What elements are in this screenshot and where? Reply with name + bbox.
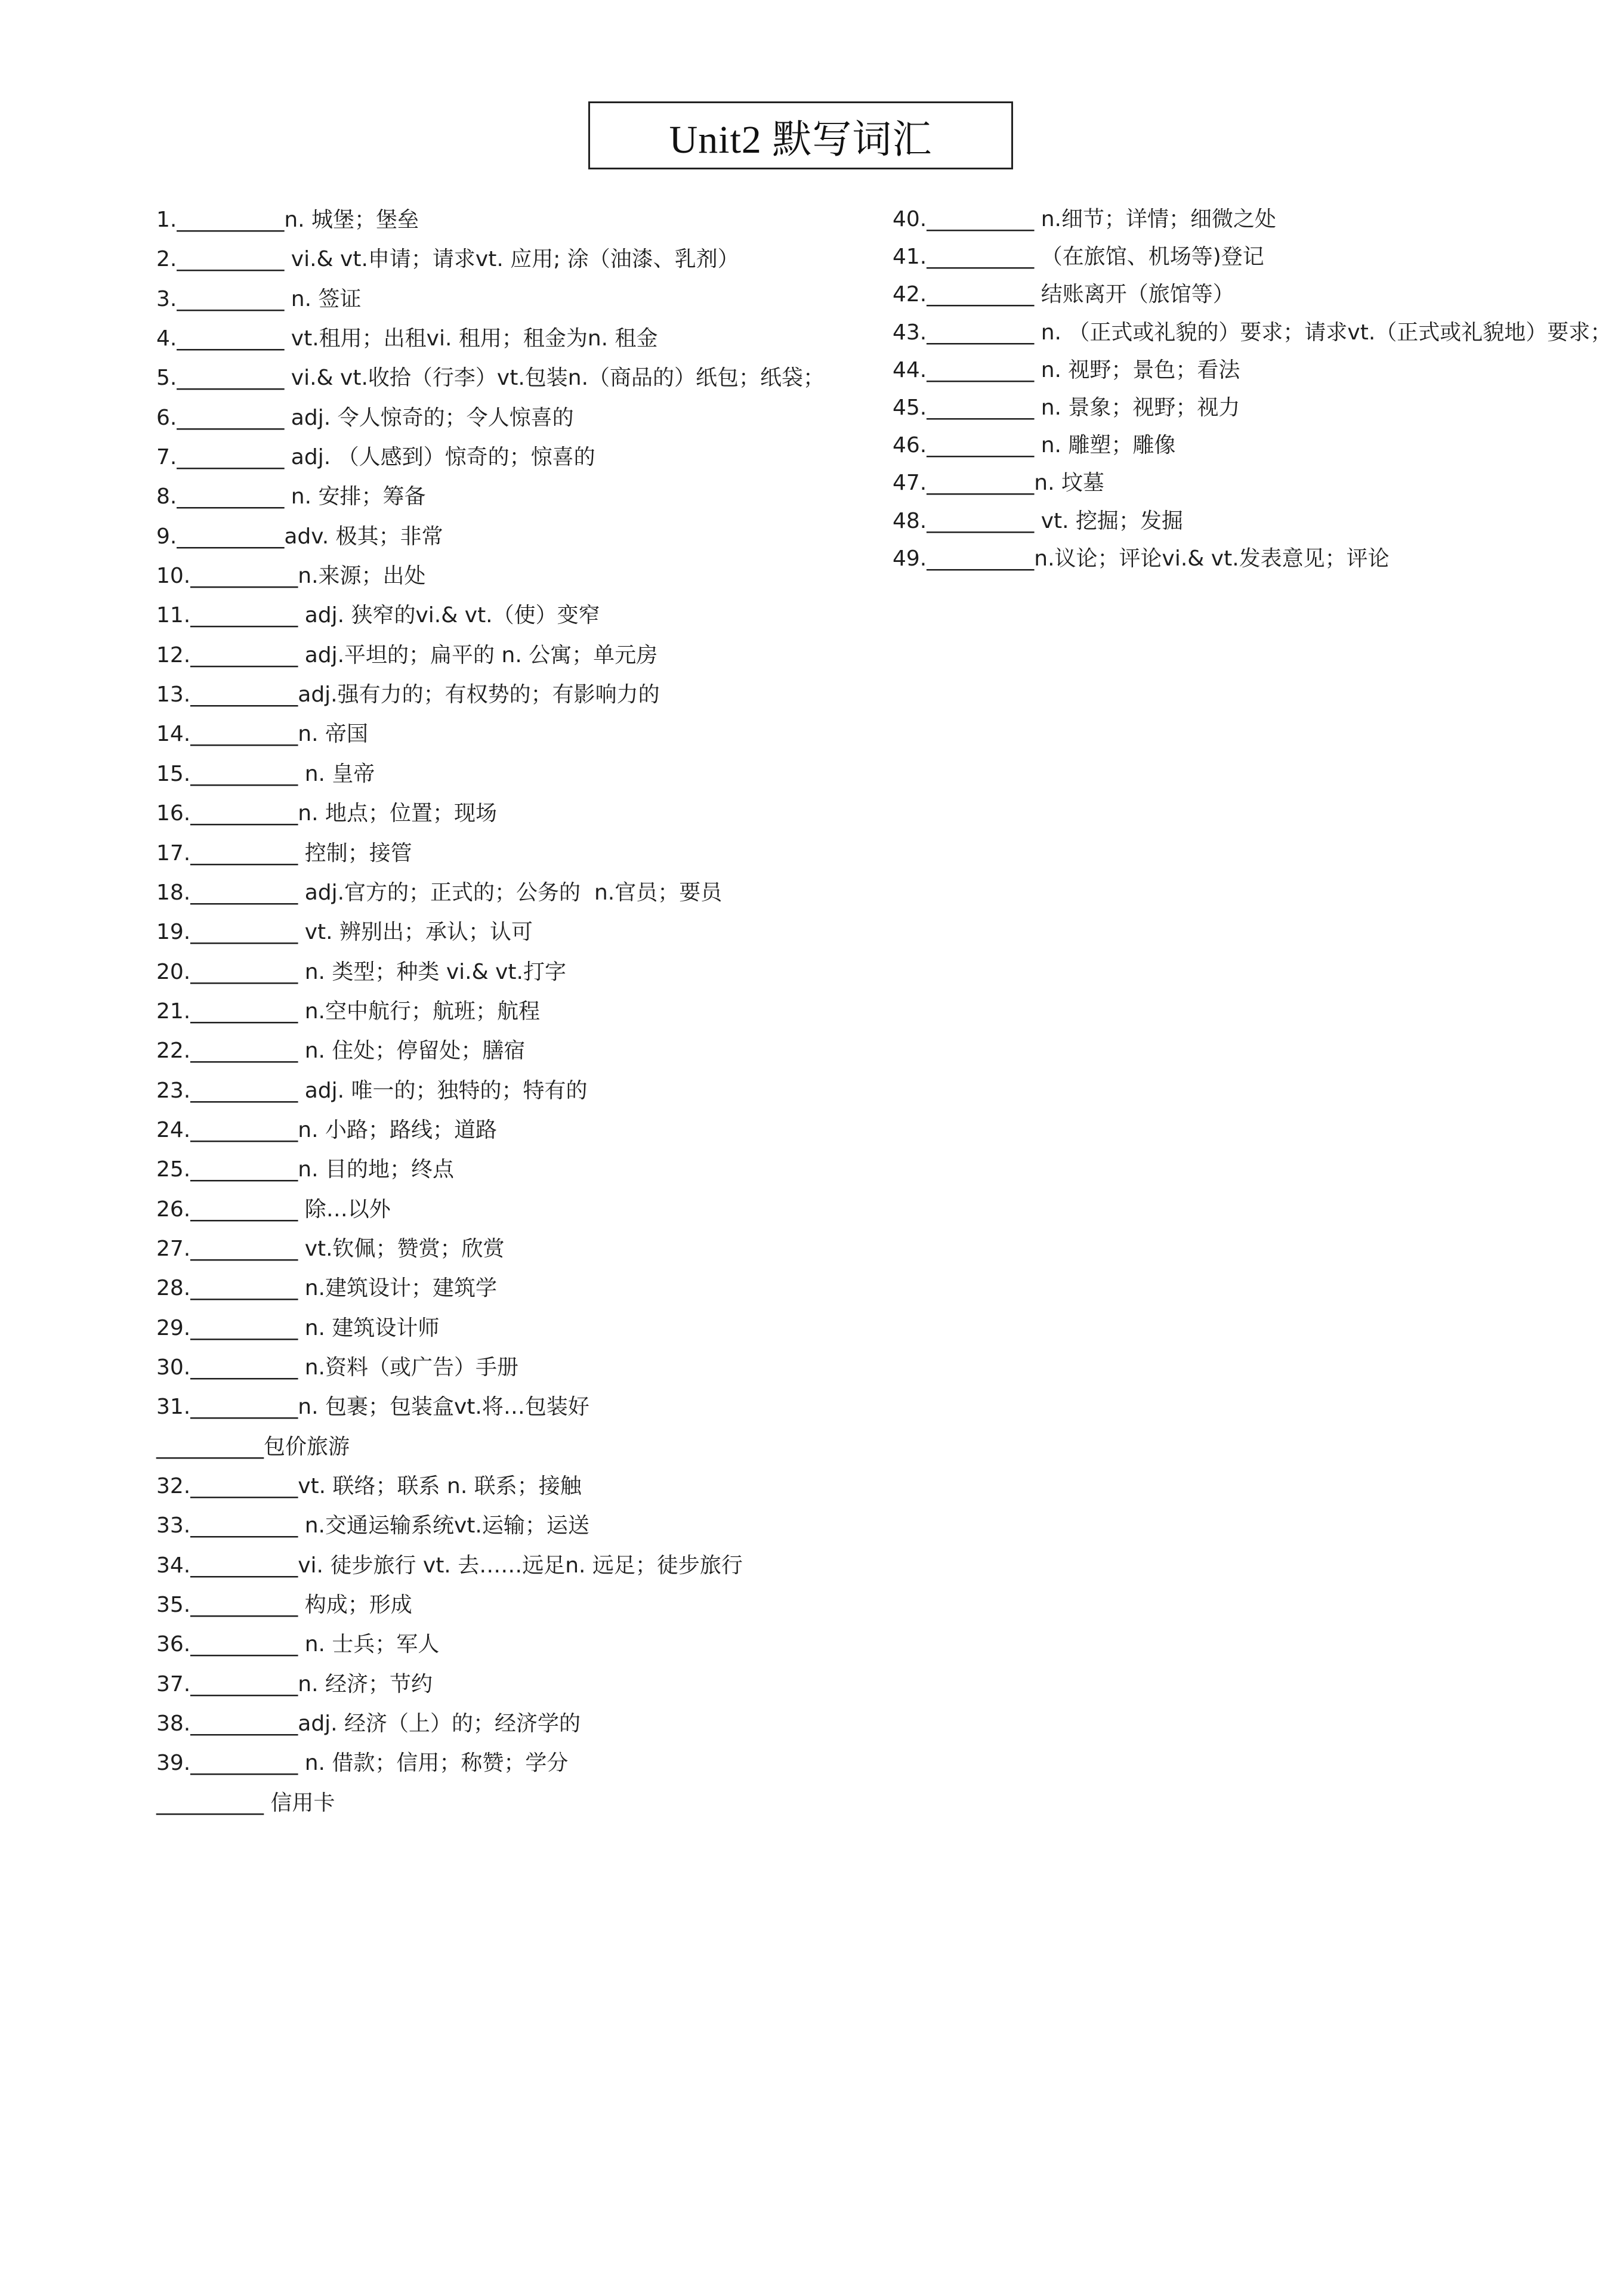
vocab-item: 17.__________ 控制；接管 [156, 840, 412, 866]
vocab-item: 34.__________vi. 徒步旅行 vt. 去……远足n. 远足；徒步旅行 [156, 1553, 743, 1578]
vocabulary-list-left [156, 200, 884, 1823]
vocab-item: 37.__________n. 经济；节约 [156, 1671, 433, 1696]
vocabulary-list-right [893, 200, 1612, 577]
vocab-item: __________包价旅游 [156, 1434, 350, 1459]
vocab-item: 25.__________n. 目的地；终点 [156, 1157, 454, 1182]
worksheet-title: Unit2 默写词汇 [588, 101, 1013, 169]
vocab-item: 32.__________vt. 联络；联系 n. 联系；接触 [156, 1474, 582, 1498]
vocab-item: 45.__________ n. 景象；视野；视力 [893, 395, 1240, 420]
vocab-item: 11.__________ adj. 狭窄的vi.& vt.（使）变窄 [156, 603, 600, 628]
vocab-item: 39.__________ n. 借款；信用；称赞；学分 [156, 1751, 569, 1776]
vocab-item: 29.__________ n. 建筑设计师 [156, 1315, 440, 1340]
vocab-item: 35.__________ 构成；形成 [156, 1593, 412, 1618]
vocab-item: 33.__________ n.交通运输系统vt.运输；运送 [156, 1513, 589, 1538]
vocab-item: 4.__________ vt.租用；出租vi. 租用；租金为n. 租金 [156, 326, 658, 351]
vocab-item: 21.__________ n.空中航行；航班；航程 [156, 999, 540, 1024]
vocab-item: 47.__________n. 坟墓 [893, 471, 1104, 496]
vocab-item: 46.__________ n. 雕塑；雕像 [893, 433, 1176, 458]
vocab-item: 43.__________ n. （正式或礼貌的）要求；请求vt.（正式或礼貌地）要求； [893, 320, 1612, 345]
vocab-item: 12.__________ adj.平坦的；扁平的 n. 公寓；单元房 [156, 642, 658, 668]
vocab-item: 48.__________ vt. 挖掘；发掘 [893, 508, 1184, 533]
vocab-item: 49.__________n.议论；评论vi.& vt.发表意见；评论 [893, 546, 1390, 571]
vocab-item: 3.__________ n. 签证 [156, 286, 362, 311]
vocab-item: 14.__________n. 帝国 [156, 722, 368, 747]
vocab-item: 8.__________ n. 安排；筹备 [156, 484, 426, 509]
vocab-item: 38.__________adj. 经济（上）的；经济学的 [156, 1711, 581, 1736]
vocab-item: 9.__________adv. 极其；非常 [156, 524, 443, 549]
vocab-item: 30.__________ n.资料（或广告）手册 [156, 1355, 518, 1380]
vocab-item: 19.__________ vt. 辨别出；承认；认可 [156, 920, 533, 945]
vocab-item: 44.__________ n. 视野；景色；看法 [893, 357, 1240, 382]
vocab-item: 31.__________n. 包裹；包装盒vt.将…包装好 [156, 1395, 589, 1420]
vocab-item: 18.__________ adj.官方的；正式的；公务的 n.官员；要员 [156, 880, 723, 905]
vocab-item: 16.__________n. 地点；位置；现场 [156, 801, 497, 826]
vocab-item: 24.__________n. 小路；路线；道路 [156, 1117, 497, 1142]
vocab-item: 7.__________ adj. （人感到）惊奇的；惊喜的 [156, 445, 595, 470]
vocab-item: 23.__________ adj. 唯一的；独特的；特有的 [156, 1078, 588, 1103]
vocab-item: 20.__________ n. 类型；种类 vi.& vt.打字 [156, 959, 566, 984]
vocab-item: 40.__________ n.细节；详情；细微之处 [893, 207, 1276, 231]
vocab-item: 36.__________ n. 士兵；军人 [156, 1632, 440, 1657]
vocab-item: 13.__________adj.强有力的；有权势的；有影响力的 [156, 682, 660, 707]
vocab-item: 28.__________ n.建筑设计；建筑学 [156, 1276, 497, 1301]
vocab-item: 15.__________ n. 皇帝 [156, 761, 375, 786]
vocab-item: 41.__________ （在旅馆、机场等)登记 [893, 245, 1264, 270]
vocab-item: 42.__________ 结账离开（旅馆等） [893, 282, 1234, 307]
vocab-item: __________ 信用卡 [156, 1790, 335, 1815]
vocab-item: 27.__________ vt.钦佩；赞赏；欣赏 [156, 1236, 505, 1261]
vocab-item: 6.__________ adj. 令人惊奇的；令人惊喜的 [156, 405, 574, 430]
vocab-item: 26.__________ 除…以外 [156, 1197, 391, 1222]
vocab-item: 10.__________n.来源；出处 [156, 564, 426, 589]
vocab-item: 5.__________ vi.& vt.收拾（行李）vt.包装n.（商品的）纸包；纸袋； [156, 366, 825, 391]
vocab-item: 22.__________ n. 住处；停留处；膳宿 [156, 1039, 526, 1064]
vocab-item: 2.__________ vi.& vt.申请；请求vt. 应用; 涂（油漆、乳剂） [156, 247, 739, 272]
vocab-item: 1.__________n. 城堡；堡垒 [156, 208, 419, 232]
